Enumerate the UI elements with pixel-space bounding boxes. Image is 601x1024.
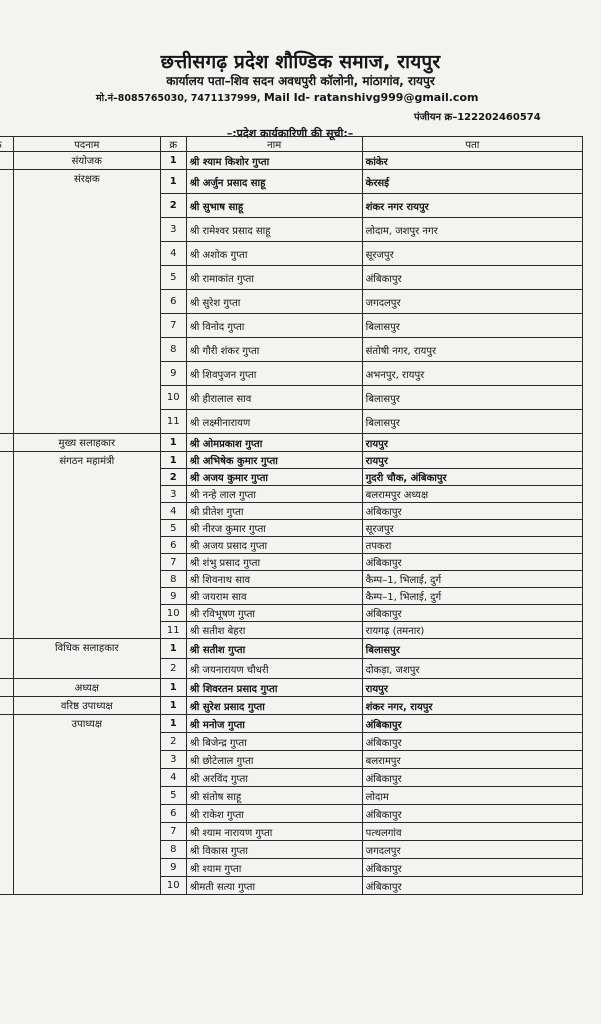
member-name: श्री छोटेलाल गुप्ता bbox=[186, 751, 362, 769]
member-address: बलरामपुर अध्यक्ष bbox=[362, 486, 582, 503]
post-cell bbox=[13, 434, 160, 452]
member-number: 4 bbox=[160, 503, 186, 520]
member-number: 3 bbox=[160, 486, 186, 503]
member-name: श्री ओमप्रकाश गुप्ता bbox=[186, 434, 362, 452]
member-number: 8 bbox=[160, 338, 186, 362]
member-address: लोदाम bbox=[362, 787, 582, 805]
serial-cell bbox=[0, 152, 13, 170]
serial-cell bbox=[0, 452, 13, 639]
member-number: 2 bbox=[160, 469, 186, 486]
member-address: अंबिकापुर bbox=[362, 715, 582, 733]
member-name: श्री नन्हे लाल गुप्ता bbox=[186, 486, 362, 503]
member-address: अंबिकापुर bbox=[362, 266, 582, 290]
email-address: Mail Id- ratanshivg999@gmail.com bbox=[263, 91, 479, 104]
table-row bbox=[0, 679, 583, 697]
table-row bbox=[0, 434, 583, 452]
member-name: श्री मनोज गुप्ता bbox=[186, 715, 362, 733]
member-address: बिलासपुर bbox=[362, 639, 582, 659]
member-name: श्री श्याम किशोर गुप्ता bbox=[186, 152, 362, 170]
member-address: जगदलपुर bbox=[362, 290, 582, 314]
member-address: सूरजपुर bbox=[362, 520, 582, 537]
table-row bbox=[0, 452, 583, 469]
member-address: बिलासपुर bbox=[362, 314, 582, 338]
member-name: श्री संतोष साहू bbox=[186, 787, 362, 805]
member-name: श्री सुभाष साहू bbox=[186, 194, 362, 218]
member-number: 3 bbox=[160, 751, 186, 769]
member-address: बिलासपुर bbox=[362, 410, 582, 434]
member-number: 10 bbox=[160, 605, 186, 622]
table-header-row bbox=[0, 137, 583, 152]
member-name: श्री सुरेश प्रसाद गुप्ता bbox=[186, 697, 362, 715]
member-address: दोकड़ा, जशपुर bbox=[362, 659, 582, 679]
member-name: श्रीमती सत्या गुप्ता bbox=[186, 877, 362, 895]
member-address: अंबिकापुर bbox=[362, 733, 582, 751]
member-address: लोदाम, जशपुर नगर bbox=[362, 218, 582, 242]
post-cell bbox=[13, 152, 160, 170]
member-address: अंबिकापुर bbox=[362, 877, 582, 895]
member-name: श्री राकेश गुप्ता bbox=[186, 805, 362, 823]
member-name: श्री अशोक गुप्ता bbox=[186, 242, 362, 266]
header-num: क्र bbox=[160, 137, 186, 152]
member-number: 11 bbox=[160, 622, 186, 639]
member-number: 6 bbox=[160, 805, 186, 823]
serial-cell bbox=[0, 170, 13, 434]
executive-committee-table bbox=[0, 136, 583, 895]
member-number: 5 bbox=[160, 520, 186, 537]
header-address: पता bbox=[362, 137, 582, 152]
office-address: कार्यालय पता–शिव सदन अवधपुरी कॉलोनी, मांठागांव, रायपुर bbox=[166, 74, 435, 88]
registration-number: पंजीयन क्र–122202460574 bbox=[414, 112, 541, 123]
table-row bbox=[0, 715, 583, 733]
member-name: श्री नीरज कुमार गुप्ता bbox=[186, 520, 362, 537]
member-name: श्री अजय कुमार गुप्ता bbox=[186, 469, 362, 486]
member-number: 9 bbox=[160, 859, 186, 877]
table-row bbox=[0, 697, 583, 715]
member-name: श्री विनोद गुप्ता bbox=[186, 314, 362, 338]
post-label: अध्यक्ष bbox=[74, 683, 99, 694]
table-row bbox=[0, 170, 583, 194]
post-cell bbox=[13, 639, 160, 679]
member-address: रायगढ़ (तमनार) bbox=[362, 622, 582, 639]
member-number: 7 bbox=[160, 823, 186, 841]
contact-line bbox=[96, 91, 478, 104]
post-cell bbox=[13, 452, 160, 639]
member-address: बिलासपुर bbox=[362, 386, 582, 410]
member-name: श्री श्याम नारायण गुप्ता bbox=[186, 823, 362, 841]
header-sr bbox=[0, 137, 13, 152]
member-name: श्री शिवरतन प्रसाद गुप्ता bbox=[186, 679, 362, 697]
member-address: अंबिकापुर bbox=[362, 605, 582, 622]
member-address: रायपुर bbox=[362, 434, 582, 452]
member-address: बलरामपुर bbox=[362, 751, 582, 769]
member-number: 1 bbox=[160, 639, 186, 659]
organization-title: छत्तीसगढ़ प्रदेश शौण्डिक समाज, रायपुर bbox=[160, 51, 441, 73]
member-number: 1 bbox=[160, 452, 186, 469]
member-address: शंकर नगर रायपुर bbox=[362, 194, 582, 218]
member-address: गुदरी चौक, अंबिकापुर bbox=[362, 469, 582, 486]
post-cell bbox=[13, 697, 160, 715]
post-label: संयोजक bbox=[71, 156, 102, 167]
member-address: अंबिकापुर bbox=[362, 769, 582, 787]
member-name: श्री रामेश्वर प्रसाद साहू bbox=[186, 218, 362, 242]
member-name: श्री श्याम गुप्ता bbox=[186, 859, 362, 877]
member-number: 4 bbox=[160, 769, 186, 787]
member-number: 2 bbox=[160, 194, 186, 218]
member-number: 1 bbox=[160, 170, 186, 194]
member-name: श्री शंभु प्रसाद गुप्ता bbox=[186, 554, 362, 571]
post-label: उपाध्यक्ष bbox=[71, 719, 103, 730]
header-post: पदनाम bbox=[13, 137, 160, 152]
member-number: 8 bbox=[160, 841, 186, 859]
member-address: कैम्प–1, भिलाई, दुर्ग bbox=[362, 571, 582, 588]
member-number: 3 bbox=[160, 218, 186, 242]
member-name: श्री रामाकांत गुप्ता bbox=[186, 266, 362, 290]
serial-cell bbox=[0, 679, 13, 697]
serial-cell bbox=[0, 434, 13, 452]
post-cell bbox=[13, 715, 160, 895]
member-name: श्री सुरेश गुप्ता bbox=[186, 290, 362, 314]
post-label: वरिष्ठ उपाध्यक्ष bbox=[60, 701, 113, 712]
member-number: 1 bbox=[160, 715, 186, 733]
member-number: 9 bbox=[160, 588, 186, 605]
member-address: रायपुर bbox=[362, 452, 582, 469]
member-name: श्री बिजेन्द्र गुप्ता bbox=[186, 733, 362, 751]
member-address: अंबिकापुर bbox=[362, 503, 582, 520]
member-number: 8 bbox=[160, 571, 186, 588]
member-name: श्री अरविंद गुप्ता bbox=[186, 769, 362, 787]
member-number: 10 bbox=[160, 877, 186, 895]
member-name: श्री जयराम साव bbox=[186, 588, 362, 605]
header-name: नाम bbox=[186, 137, 362, 152]
member-address: अंबिकापुर bbox=[362, 554, 582, 571]
member-name: श्री रविभूषण गुप्ता bbox=[186, 605, 362, 622]
member-name: श्री प्रीतेश गुप्ता bbox=[186, 503, 362, 520]
member-number: 5 bbox=[160, 787, 186, 805]
table-row bbox=[0, 639, 583, 659]
member-number: 9 bbox=[160, 362, 186, 386]
member-number: 11 bbox=[160, 410, 186, 434]
table-row bbox=[0, 152, 583, 170]
member-number: 6 bbox=[160, 537, 186, 554]
member-name: श्री सतीश गुप्ता bbox=[186, 639, 362, 659]
serial-cell bbox=[0, 715, 13, 895]
post-label: संरक्षक bbox=[73, 174, 100, 185]
post-cell bbox=[13, 170, 160, 434]
post-label: संगठन महामंत्री bbox=[59, 456, 115, 467]
member-number: 1 bbox=[160, 152, 186, 170]
member-number: 2 bbox=[160, 659, 186, 679]
member-number: 1 bbox=[160, 679, 186, 697]
member-address: अभनपुर, रायपुर bbox=[362, 362, 582, 386]
member-name: श्री हीरालाल साव bbox=[186, 386, 362, 410]
member-number: 2 bbox=[160, 733, 186, 751]
member-address: जगदलपुर bbox=[362, 841, 582, 859]
serial-cell bbox=[0, 697, 13, 715]
member-name: श्री शिवनाथ साव bbox=[186, 571, 362, 588]
member-name: श्री सतीश बेहरा bbox=[186, 622, 362, 639]
serial-cell bbox=[0, 639, 13, 679]
member-address: अंबिकापुर bbox=[362, 859, 582, 877]
member-number: 10 bbox=[160, 386, 186, 410]
member-name: श्री लक्ष्मीनारायण bbox=[186, 410, 362, 434]
member-name: श्री गौरी शंकर गुप्ता bbox=[186, 338, 362, 362]
member-address: रायपुर bbox=[362, 679, 582, 697]
member-name: श्री जयनारायण चौधरी bbox=[186, 659, 362, 679]
member-name: श्री शिवपुजन गुप्ता bbox=[186, 362, 362, 386]
member-address: अंबिकापुर bbox=[362, 805, 582, 823]
list-title: –:प्रदेश कार्यकारिणी की सूची:– bbox=[226, 127, 354, 140]
member-address: कैम्प–1, भिलाई, दुर्ग bbox=[362, 588, 582, 605]
member-address: संतोषी नगर, रायपुर bbox=[362, 338, 582, 362]
member-name: श्री विकास गुप्ता bbox=[186, 841, 362, 859]
member-address: केरसई bbox=[362, 170, 582, 194]
member-address: सूरजपुर bbox=[362, 242, 582, 266]
post-label: विधिक सलाहकार bbox=[55, 643, 119, 654]
post-label: मुख्य सलाहकार bbox=[58, 438, 116, 449]
member-number: 5 bbox=[160, 266, 186, 290]
member-number: 4 bbox=[160, 242, 186, 266]
member-address: कांकेर bbox=[362, 152, 582, 170]
member-name: श्री अजय प्रसाद गुप्ता bbox=[186, 537, 362, 554]
member-address: शंकर नगर, रायपुर bbox=[362, 697, 582, 715]
member-number: 7 bbox=[160, 554, 186, 571]
member-number: 6 bbox=[160, 290, 186, 314]
member-address: पत्थलगांव bbox=[362, 823, 582, 841]
post-cell bbox=[13, 679, 160, 697]
member-number: 1 bbox=[160, 697, 186, 715]
phone-numbers: मो.नं–8085765030, 7471137999, bbox=[96, 93, 261, 104]
member-name: श्री अर्जुन प्रसाद साहू bbox=[186, 170, 362, 194]
member-address: तपकरा bbox=[362, 537, 582, 554]
member-number: 1 bbox=[160, 434, 186, 452]
member-name: श्री अभिषेक कुमार गुप्ता bbox=[186, 452, 362, 469]
member-number: 7 bbox=[160, 314, 186, 338]
